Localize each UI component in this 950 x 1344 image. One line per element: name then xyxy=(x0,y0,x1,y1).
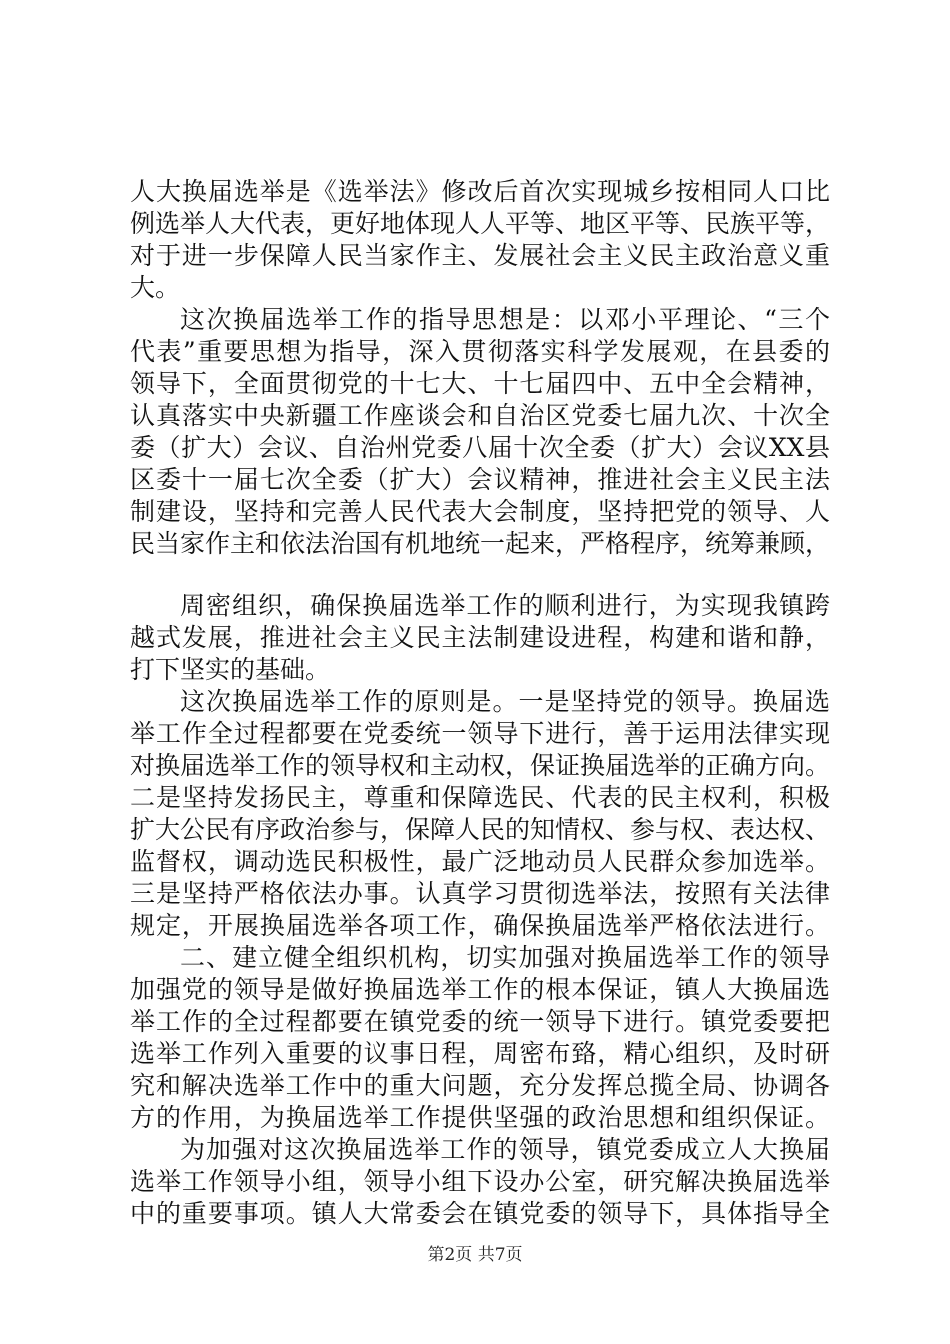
paragraph-line: 举工作全过程都要在党委统一领导下进行，善于运用法律实现 xyxy=(130,719,830,748)
paragraph-line: 认真落实中央新疆工作座谈会和自治区党委七届九次、十次全 xyxy=(130,401,830,430)
paragraph-line: 二是坚持发扬民主，尊重和保障选民、代表的民主权利，积极 xyxy=(130,783,830,812)
paragraph-line: 例选举人大代表，更好地体现人人平等、地区平等、民族平等， xyxy=(130,209,831,238)
paragraph-line: 打下坚实的基础。 xyxy=(130,655,331,684)
paragraph-line: 扩大公民有序政治参与，保障人民的知情权、参与权、表达权、 xyxy=(130,815,831,844)
paragraph-line: 领导下，全面贯彻党的十七大、十七届四中、五中全会精神， xyxy=(130,369,830,398)
paragraph-line: 加强党的领导是做好换届选举工作的根本保证，镇人大换届选 xyxy=(130,975,830,1004)
paragraph-line: 方的作用，为换届选举工作提供坚强的政治思想和组织保证。 xyxy=(130,1103,830,1132)
paragraph-line: 监督权，调动选民积极性，最广泛地动员人民群众参加选举。 xyxy=(130,847,830,876)
paragraph-line: 选举工作列入重要的议事日程，周密布臵，精心组织，及时研 xyxy=(130,1039,830,1068)
page-number-footer: 第2页 共7页 xyxy=(427,1245,523,1265)
paragraph-line: 对换届选举工作的领导权和主动权，保证换届选举的正确方向。 xyxy=(130,751,831,780)
paragraph-line: 越式发展，推进社会主义民主法制建设进程，构建和谐和静， xyxy=(130,623,830,652)
paragraph-line: 三是坚持严格依法办事。认真学习贯彻选举法，按照有关法律 xyxy=(130,879,830,908)
paragraph-line: 制建设，坚持和完善人民代表大会制度，坚持把党的领导、人 xyxy=(130,497,830,526)
paragraph-line: 周密组织，确保换届选举工作的顺利进行，为实现我镇跨 xyxy=(180,591,830,620)
paragraph-line: 规定，开展换届选举各项工作，确保换届选举严格依法进行。 xyxy=(130,911,830,940)
paragraph-line: 大。 xyxy=(130,273,181,302)
paragraph-line: 委（扩大）会议、自治州党委八届十次全委（扩大）会议XX县 xyxy=(130,433,830,462)
paragraph-line: 这次换届选举工作的指导思想是：以邓小平理论、“三个 xyxy=(180,305,830,334)
paragraph-line: 这次换届选举工作的原则是。一是坚持党的领导。换届选 xyxy=(180,687,830,716)
paragraph-line: 中的重要事项。镇人大常委会在镇党委的领导下，具体指导全 xyxy=(130,1199,830,1228)
paragraph-line: 代表”重要思想为指导，深入贯彻落实科学发展观，在县委的 xyxy=(130,337,830,366)
paragraph-line: 举工作的全过程都要在镇党委的统一领导下进行。镇党委要把 xyxy=(130,1007,830,1036)
section-heading: 二、建立健全组织机构，切实加强对换届选举工作的领导 xyxy=(180,943,830,972)
paragraph-line: 民当家作主和依法治国有机地统一起来，严格程序，统筹兼顾， xyxy=(130,529,831,558)
paragraph-line: 人大换届选举是《选举法》修改后首次实现城乡按相同人口比 xyxy=(130,177,830,206)
paragraph-line: 选举工作领导小组，领导小组下设办公室，研究解决换届选举 xyxy=(130,1167,830,1196)
paragraph-line: 区委十一届七次全委（扩大）会议精神，推进社会主义民主法 xyxy=(130,465,830,494)
paragraph-line: 究和解决选举工作中的重大问题，充分发挥总揽全局、协调各 xyxy=(130,1071,830,1100)
paragraph-line: 为加强对这次换届选举工作的领导，镇党委成立人大换届 xyxy=(180,1135,830,1164)
paragraph-line: 对于进一步保障人民当家作主、发展社会主义民主政治意义重 xyxy=(130,241,830,270)
